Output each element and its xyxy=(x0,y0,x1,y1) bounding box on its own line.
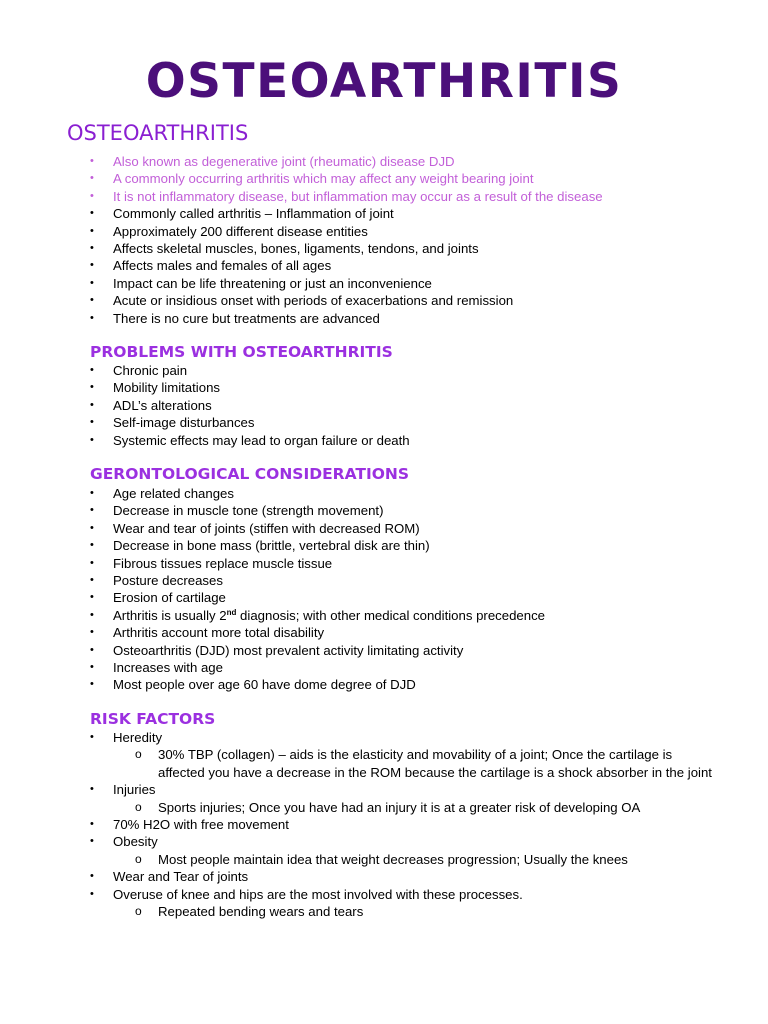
problems-list xyxy=(90,362,410,449)
list-item: • Acute or insidious onset with periods of exacerbations and remission xyxy=(90,293,514,309)
list-item: • Arthritis account more total disability xyxy=(90,625,325,641)
bullet-icon: • xyxy=(90,155,94,167)
list-item: • Decrease in bone mass (brittle, vertebral disk are thin) xyxy=(90,538,430,554)
bullet-icon: • xyxy=(90,835,94,848)
bullet-icon: • xyxy=(90,504,94,517)
bullet-icon: • xyxy=(90,626,94,639)
list-item: • There is no cure but treatments are advanced xyxy=(90,310,380,326)
bullet-icon: • xyxy=(90,818,94,831)
list-item: • It is not inflammatory disease, but inflammation may occur as a result of the disease xyxy=(90,188,603,204)
bullet-icon: • xyxy=(90,172,94,185)
bullet-icon: • xyxy=(90,591,94,604)
list-item: • Heredity o 30% TBP (collagen) – aids is the elasticity and movability of a joint; Once the cartilage is affected you have a decrease in the ROM because the cartilage is a shock absorber in the joint xyxy=(90,729,696,781)
list-item: • Systemic effects may lead to organ failure or death xyxy=(90,432,410,448)
list-item: • Injuries o Sports injuries; Once you have had an injury it is at a greater risk of developing OA xyxy=(90,781,696,816)
list-item: • Affects males and females of all ages xyxy=(90,258,332,274)
list-item: • Also known as degenerative joint (rheumatic) disease DJD xyxy=(90,154,455,169)
list-item: • 70% H2O with free movement xyxy=(90,817,289,833)
list-item: • Commonly called arthritis – Inflammation of joint xyxy=(90,206,394,222)
bullet-icon: • xyxy=(90,521,94,534)
list-item: • Decrease in muscle tone (strength movement) xyxy=(90,503,384,519)
bullet-icon: • xyxy=(90,433,94,446)
sub-bullet-icon: o xyxy=(135,747,142,762)
list-item: • ADL’s alterations xyxy=(90,397,212,413)
bullet-icon: • xyxy=(90,207,94,220)
gerontological-list xyxy=(90,485,545,694)
list-item: • Overuse of knee and hips are the most involved with these processes. o Repeated bending wears and tears xyxy=(90,886,696,921)
document-title: OSTEOARTHRITIS xyxy=(145,54,623,109)
bullet-icon: • xyxy=(90,731,94,743)
list-item: • Arthritis is usually 2nd diagnosis; with other medical conditions precedence xyxy=(90,607,546,623)
bullet-icon: • xyxy=(90,661,94,674)
bullet-icon: • xyxy=(90,242,94,255)
list-item: • Age related changes xyxy=(90,486,234,501)
bullet-icon: • xyxy=(90,276,94,289)
risk-factors-list xyxy=(90,729,712,920)
list-item: • Fibrous tissues replace muscle tissue xyxy=(90,555,333,571)
sub-list xyxy=(135,799,718,816)
list-item: • Erosion of cartilage xyxy=(90,590,226,606)
bullet-icon: • xyxy=(90,487,94,499)
intro-list xyxy=(90,153,603,327)
sub-list-item: o Most people maintain idea that weight decreases progression; Usually the knees xyxy=(135,851,628,867)
bullet-icon: • xyxy=(90,678,94,691)
list-item: • Most people over age 60 have dome degree of DJD xyxy=(90,677,416,693)
sub-list xyxy=(135,903,718,920)
bullet-icon: • xyxy=(90,311,94,324)
sub-list-item: o Sports injuries; Once you have had an injury it is at a greater risk of developing OA xyxy=(135,799,641,815)
sub-list xyxy=(135,851,718,868)
risk-factors-heading: RISK FACTORS xyxy=(90,710,216,728)
problems-heading: PROBLEMS WITH OSTEOARTHRITIS xyxy=(90,343,393,361)
list-item: • Increases with age xyxy=(90,660,223,676)
list-item: • Posture decreases xyxy=(90,573,223,589)
sub-list xyxy=(135,746,718,781)
list-item: • Affects skeletal muscles, bones, ligaments, tendons, and joints xyxy=(90,241,479,257)
bullet-icon: • xyxy=(90,294,94,307)
list-item: • Approximately 200 different disease entities xyxy=(90,223,368,239)
list-item: • Chronic pain xyxy=(90,363,188,378)
bullet-icon: • xyxy=(90,643,94,656)
bullet-icon: • xyxy=(90,224,94,237)
bullet-icon: • xyxy=(90,381,94,394)
list-item: • Impact can be life threatening or just an inconvenience xyxy=(90,275,432,291)
bullet-icon: • xyxy=(90,556,94,569)
list-item: • Obesity o Most people maintain idea that weight decreases progression; Usually the knees xyxy=(90,833,696,868)
bullet-icon: • xyxy=(90,783,94,796)
list-item: • Osteoarthritis (DJD) most prevalent activity limitating activity xyxy=(90,642,464,658)
section-title-osteoarthritis: OSTEOARTHRITIS xyxy=(67,121,249,145)
list-item: • Self-image disturbances xyxy=(90,415,255,431)
bullet-icon: • xyxy=(90,870,94,883)
list-item: • Wear and Tear of joints xyxy=(90,869,249,885)
list-item: • Wear and tear of joints (stiffen with decreased ROM) xyxy=(90,520,420,536)
bullet-icon: • xyxy=(90,398,94,411)
list-item: • Mobility limitations xyxy=(90,380,220,396)
bullet-icon: • xyxy=(90,259,94,272)
sub-list-item: o 30% TBP (collagen) – aids is the elasticity and movability of a joint; Once the cartilage is affected you have a decrease in the ROM because the cartilage is a shock absorber in the joint xyxy=(135,747,712,780)
bullet-icon: • xyxy=(90,189,94,202)
bullet-icon: • xyxy=(90,364,94,376)
sub-bullet-icon: o xyxy=(135,904,142,919)
sub-bullet-icon: o xyxy=(135,799,142,814)
sub-list-item: o Repeated bending wears and tears xyxy=(135,904,364,920)
bullet-icon: • xyxy=(90,574,94,587)
list-item: • A commonly occurring arthritis which may affect any weight bearing joint xyxy=(90,171,534,187)
bullet-icon: • xyxy=(90,416,94,429)
bullet-icon: • xyxy=(90,887,94,900)
bullet-icon: • xyxy=(90,608,94,621)
sub-bullet-icon: o xyxy=(135,851,142,866)
gerontological-heading: GERONTOLOGICAL CONSIDERATIONS xyxy=(90,465,410,483)
bullet-icon: • xyxy=(90,539,94,552)
